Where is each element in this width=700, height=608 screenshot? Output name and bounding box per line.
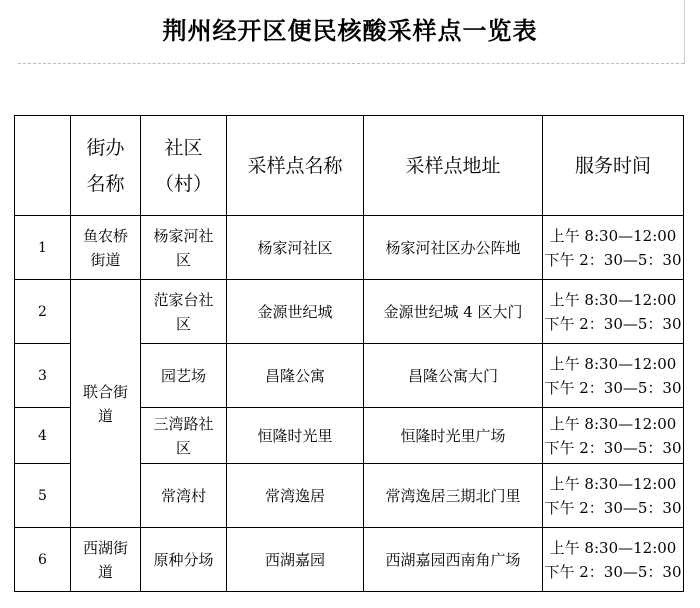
morning-hours: 上午 8:30—12:00 <box>549 354 677 373</box>
row-number: 6 <box>15 528 71 592</box>
morning-hours: 上午 8:30—12:00 <box>549 474 677 493</box>
table-row <box>15 528 684 592</box>
street-name-line2: 街道 <box>90 250 121 269</box>
street-cell-lianhe <box>71 280 141 528</box>
morning-hours: 上午 8:30—12:00 <box>549 538 677 557</box>
document-title: 荆州经开区便民核酸采样点一览表 <box>162 16 538 45</box>
community-line1: 范家台社 <box>153 290 214 309</box>
afternoon-hours: 下午 2：30—5：30 <box>544 250 682 269</box>
street-name-line2: 道 <box>97 562 113 581</box>
afternoon-hours: 下午 2：30—5：30 <box>544 378 682 397</box>
community-cell: 园艺场 <box>141 344 227 408</box>
header-community-line2: （村） <box>154 172 212 195</box>
community-cell <box>141 408 227 464</box>
site-address-cell: 杨家河社区办公阵地 <box>364 216 543 280</box>
header-street-line1: 街办 <box>86 136 125 159</box>
site-name-cell: 金源世纪城 <box>227 280 364 344</box>
header-site-address: 采样点地址 <box>364 116 543 216</box>
community-cell <box>141 280 227 344</box>
site-name-cell: 昌隆公寓 <box>227 344 364 408</box>
site-address-cell: 西湖嘉园西南角广场 <box>364 528 543 592</box>
service-time-cell <box>543 464 684 528</box>
street-name-line1: 西湖街 <box>82 538 128 557</box>
table-row <box>15 280 684 344</box>
service-time-cell <box>543 280 684 344</box>
header-community-line1: 社区 <box>164 136 203 159</box>
site-name-cell: 恒隆时光里 <box>227 408 364 464</box>
site-name-cell: 杨家河社区 <box>227 216 364 280</box>
site-address-cell: 金源世纪城 4 区大门 <box>364 280 543 344</box>
site-name-cell: 常湾逸居 <box>227 464 364 528</box>
service-time-cell <box>543 408 684 464</box>
sampling-sites-table <box>14 115 684 592</box>
header-divider <box>18 63 684 64</box>
row-number: 2 <box>15 280 71 344</box>
header-service-time: 服务时间 <box>543 116 684 216</box>
site-address-cell: 恒隆时光里广场 <box>364 408 543 464</box>
header-community <box>141 116 227 216</box>
afternoon-hours: 下午 2：30—5：30 <box>544 498 682 517</box>
community-line2: 区 <box>175 438 191 457</box>
afternoon-hours: 下午 2：30—5：30 <box>544 562 682 581</box>
community-line2: 区 <box>175 250 191 269</box>
morning-hours: 上午 8:30—12:00 <box>549 290 677 309</box>
header-index <box>15 116 71 216</box>
table-row <box>15 216 684 280</box>
morning-hours: 上午 8:30—12:00 <box>549 414 677 433</box>
community-line1: 三湾路社 <box>153 414 214 433</box>
header-site-name: 采样点名称 <box>227 116 364 216</box>
community-line1: 杨家河社 <box>153 226 214 245</box>
street-cell-yunongqiao <box>71 216 141 280</box>
row-number: 5 <box>15 464 71 528</box>
service-time-cell <box>543 344 684 408</box>
street-name-line1: 鱼农桥 <box>82 226 128 245</box>
header-street <box>71 116 141 216</box>
community-cell: 常湾村 <box>141 464 227 528</box>
morning-hours: 上午 8:30—12:00 <box>549 226 677 245</box>
row-number: 3 <box>15 344 71 408</box>
service-time-cell <box>543 216 684 280</box>
site-address-cell: 昌隆公寓大门 <box>364 344 543 408</box>
afternoon-hours: 下午 2：30—5：30 <box>544 438 682 457</box>
site-name-cell: 西湖嘉园 <box>227 528 364 592</box>
row-number: 1 <box>15 216 71 280</box>
street-name-line1: 联合街 <box>82 382 128 401</box>
header-street-line2: 名称 <box>86 172 125 195</box>
table-header-row <box>15 116 684 216</box>
service-time-cell <box>543 528 684 592</box>
site-address-cell: 常湾逸居三期北门里 <box>364 464 543 528</box>
row-number: 4 <box>15 408 71 464</box>
community-cell <box>141 216 227 280</box>
street-cell-xihu <box>71 528 141 592</box>
street-name-line2: 道 <box>97 406 113 425</box>
community-cell: 原种分场 <box>141 528 227 592</box>
community-line2: 区 <box>175 314 191 333</box>
afternoon-hours: 下午 2：30—5：30 <box>544 314 682 333</box>
page-edge-mark <box>684 0 685 64</box>
